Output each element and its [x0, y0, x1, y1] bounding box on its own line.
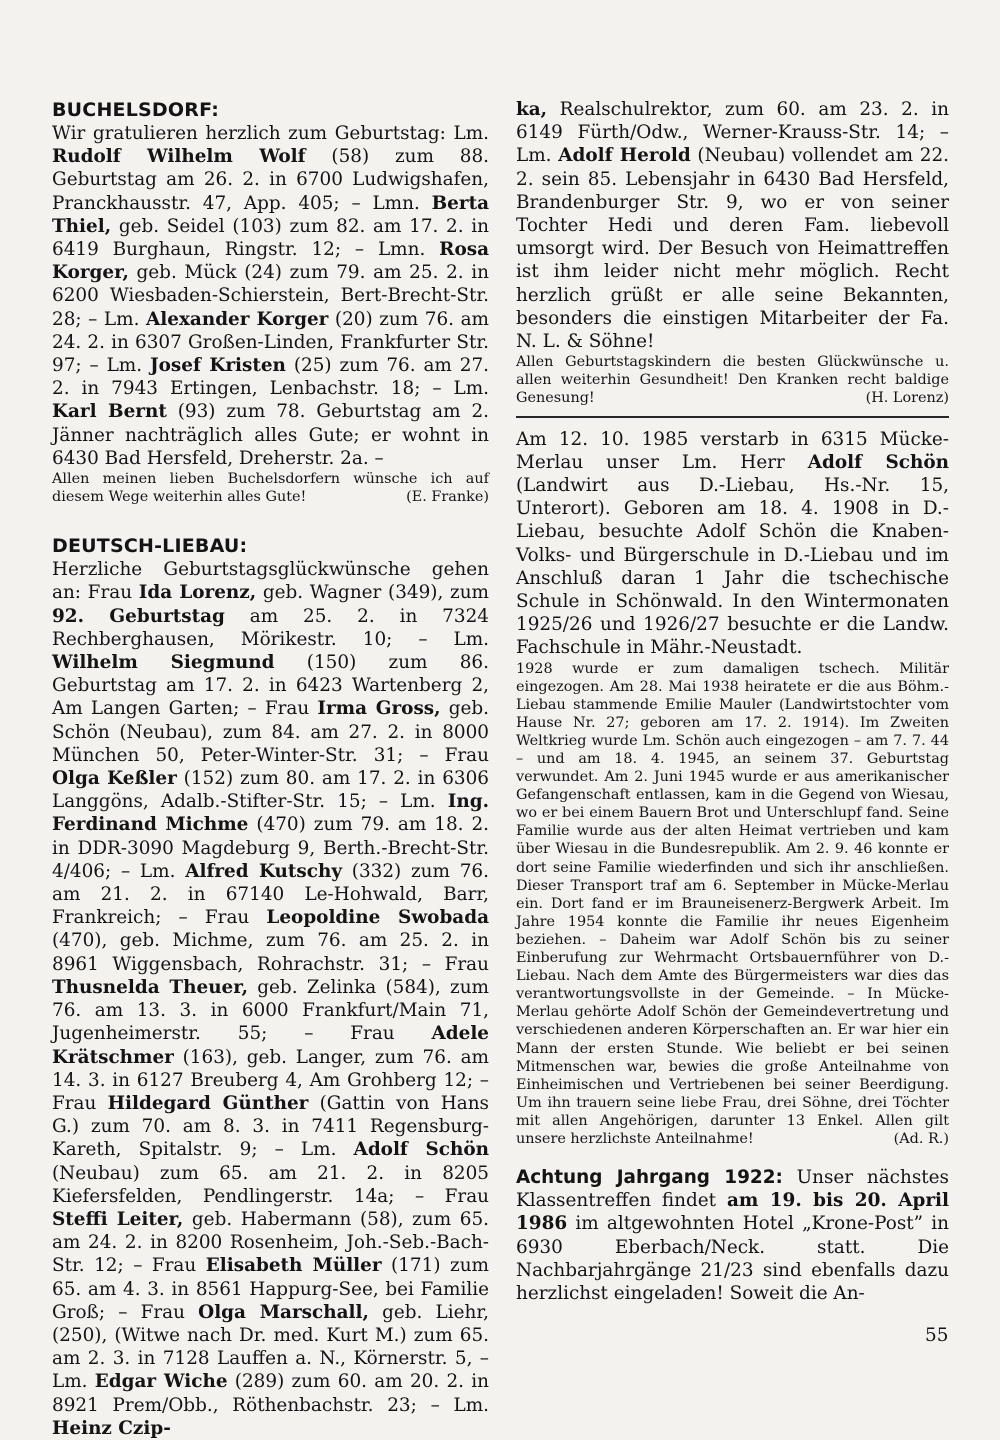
text-run: (Landwirt aus D.-Liebau, Hs.-Nr. 15, Unterort). Geboren am 18. 4. 1908 in D.-Liebau, besuchte Adolf Schön die Knaben-Volks- und Bürgerschule in D.-Liebau und im Anschluß daran 1 Jahr die tschechische Schule in Schönwald. In den Wintermonaten 1925/26 und 1926/27 besuchte er die Landw. Fachschule in Mähr.-Neustadt.: [516, 474, 949, 659]
text-run: (171) zum 65. am 4. 3. in 8561 Happurg-See, bei Familie Groß; – Frau: [52, 1255, 489, 1323]
text-run: (470), geb. Michme, zum 76. am 25. 2. in 8961 Wiggensbach, Rohrachstr. 31; – Frau: [52, 930, 489, 975]
bold-name: Elisabeth Müller: [205, 1255, 382, 1277]
text-run: (332) zum 76. am 21. 2. in 67140 Le-Hohwald, Barr, Frankreich; – Frau: [52, 860, 489, 929]
bold-name: Berta Thiel,: [52, 192, 489, 237]
text-run: Wir gratulieren herzlich zum Geburtstag: Lm.: [52, 123, 489, 144]
text-run: (Neubau) vollendet am 22. 2. sein 85. Lebensjahr in 6430 Bad Hersfeld, Brandenburger Str. 9, wo er von seiner Tochter Hedi und deren Fam. liebevoll umsorgt wird. Der Besuch von Heimattreffen ist ihm leider nicht mehr möglich. Recht herzlich grüßt er alle seine Bekannten, besonders die einstigen Mitarbeiter der Fa. N. L. & Söhne!: [516, 145, 949, 353]
bold-name: Ida Lorenz,: [138, 582, 257, 604]
text-run: (Neubau) zum 65. am 21. 2. in 8205 Kiefersfelden, Pendlingerstr. 14a; – Frau: [52, 1162, 489, 1207]
bold-name: Adolf Schön: [353, 1139, 489, 1161]
text-run: geb. Habermann (58), zum 65. am 24. 2. in 8200 Rosenheim, Joh.-Seb.-Bach-Str. 12; – Frau: [52, 1208, 489, 1277]
obituary-body-text: 1928 wurde er zum damaligen tschech. Militär eingezogen. Am 28. Mai 1938 heiratete er die aus Böhm.-Liebau stammende Emilie Mauler (Landwirtstochter vom Hause Nr. 27; geboren am 17. 2. 1914). Im Zweiten Weltkrieg wurde Lm. Schön auch eingezogen – am 7. 7. 44 – und am 18. 4. 1945, an seinem 37. Geburtstag verwundet. Am 2. Juni 1945 wurde er aus amerikanischer Gefangenschaft entlassen, kam in die Gegend von Wiesau, wo er bei einem Bauern Brot und Unterschlupf fand. Seine Familie wurde aus der alten Heimat vertrieben und kam über Wiesau in die Bundesrepublik. Am 2. 9. 46 konnte er dort seine Familie wiederfinden und sich ihr anschließen. Dieser Transport traf am 6. September in Mücke-Merlau ein. Dort fand er im Brauneisenerz-Bergwerk Arbeit. Im Jahre 1954 konnte die Familie ihr neues Eigenheim beziehen. – Daheim war Adolf Schön bis zu seiner Einberufung zur Wehrmacht Ortsbauernführer von D.-Liebau. Nach dem Amte des Bürgermeisters war dies das verantwortungsvollste in der Gemeinde. – In Mücke-Merlau gehörte Adolf Schön der Gemeindevertretung und verschiedenen anderen Körperschaften an. Er war hier ein Mann der ersten Stunde. Wie beliebt er bei seinen Mitmenschen war, bewies die große Anteilnahme von Einheimischen und Vertriebenen bei seiner Beerdigung. Um ihn trauern seine liebe Frau, drei Söhne, drei Töchter mit allen Angehörigen, darunter 13 Enkel. Allen gilt unsere herzlichste Anteilnahme!: [516, 660, 949, 1147]
section-divider: [516, 416, 949, 418]
text-run: geb. Wagner (349), zum: [256, 582, 489, 604]
buchelsdorf-signature: (E. Franke): [406, 489, 489, 506]
bold-name: Irma Gross,: [317, 698, 441, 720]
bold-name: Steffi Leiter,: [52, 1208, 184, 1230]
deutsch-liebau-note: [516, 353, 949, 407]
page-number: 55: [925, 1325, 949, 1346]
right-column: [516, 98, 949, 1305]
bold-name: Adolf Herold: [558, 145, 691, 167]
deutsch-liebau-note-text: Allen Geburtstagskindern die besten Glückwünsche u. allen weiterhin Gesundheit! Den Kranken recht baldige Genesung!: [516, 354, 949, 407]
lorenz-signature: (H. Lorenz): [865, 390, 949, 407]
bold-name: Josef Kristen: [149, 355, 286, 377]
text-run: (25) zum 76. am 27. 2. in 7943 Ertingen, Lenbachstr. 18; – Lm.: [52, 355, 490, 400]
bold-name: Karl Bernt: [52, 401, 167, 423]
bold-name: ka,: [516, 99, 548, 120]
text-run: (289) zum 60. am 20. 2. in 8921 Prem/Obb., Röthenbachstr. 23; – Lm.: [52, 1371, 489, 1416]
obituary-body: [516, 660, 949, 1149]
deutsch-liebau-birthdays: [52, 558, 489, 1440]
bold-name: Thusnelda Theuer,: [52, 976, 249, 998]
text-run: (20) zum 76. am 24. 2. in 6307 Großen-Linden, Frankfurter Str. 97; – Lm.: [52, 308, 489, 377]
text-run: (93) zum 78. Geburtstag am 2. Jänner nachträglich alles Gute; er wohnt in 6430 Bad Hersfeld, Dreherstr. 2a. –: [52, 401, 490, 469]
bold-name: Adolf Schön: [807, 451, 950, 473]
inline-heading: Achtung Jahrgang 1922:: [516, 1167, 783, 1189]
bold-name: Rudolf Wilhelm Wolf: [52, 146, 306, 168]
text-run: geb. Zelinka (584), zum 76. am 13. 3. in 6000 Frankfurt/Main 71, Jugenheimerstr. 55; – Frau: [52, 976, 489, 1045]
text-run: (152) zum 80. am 17. 2. in 6306 Langgöns, Adalb.-Stifter-Str. 15; – Lm.: [52, 768, 489, 813]
heading-buchelsdorf: BUCHELSDORF:: [52, 99, 220, 121]
text-run: (163), geb. Langer, zum 76. am 14. 3. in 6127 Breuberg 4, Am Grohberg 12; – Frau: [52, 1046, 489, 1114]
bold-name: Ing. Ferdinand Michme: [52, 791, 489, 836]
bold-name: 92. Geburtstag: [52, 605, 225, 627]
class-reunion-notice: [516, 1166, 949, 1305]
bold-name: Heinz Czip-: [52, 1417, 171, 1439]
text-run: (58) zum 88. Geburtstag am 26. 2. in 6700 Ludwigshafen, Pranckhausstr. 47, App. 405; – Lmn.: [52, 146, 490, 214]
bold-name: Hildegard Günther: [107, 1092, 309, 1114]
text-run: im altgewohnten Hotel „Krone-Post” in 6930 Eberbach/Neck. statt. Die Nachbarjahrgänge 21/23 sind ebenfalls dazu herzlichst eingeladen! Soweit die An-: [516, 1213, 949, 1305]
text-run: Realschulrektor, zum 60. am 23. 2. in 6149 Fürth/Odw., Werner-Krauss-Str. 14; – Lm.: [516, 99, 949, 167]
bold-name: Rosa Korger,: [52, 239, 489, 284]
left-column: [52, 98, 489, 1440]
text-run: am 25. 2. in 7324 Rechberghausen, Mörikestr. 10; – Lm.: [52, 605, 489, 650]
deutsch-liebau-continued: [516, 98, 949, 353]
bold-name: am 19. bis 20. April 1986: [516, 1190, 950, 1235]
bold-name: Alfred Kutschy: [185, 860, 342, 882]
text-run: (470) zum 79. am 18. 2. in DDR-3090 Magdeburg 9, Berth.-Brecht-Str. 4/406; – Lm.: [52, 814, 489, 882]
bold-name: Olga Keßler: [52, 768, 177, 790]
text-run: geb. Seidel (103) zum 82. am 17. 2. in 6419 Burghaun, Ringstr. 12; – Lmn.: [52, 215, 489, 261]
text-run: (Gattin von Hans G.) zum 70. am 8. 3. in 7411 Regensburg-Kareth, Spitalstr. 9; – Lm.: [52, 1092, 489, 1161]
bold-name: Olga Marschall,: [198, 1301, 369, 1323]
obituary-signature: (Ad. R.): [893, 1130, 949, 1147]
heading-deutsch-liebau: DEUTSCH-LIEBAU:: [52, 535, 248, 558]
buchelsdorf-note: [52, 470, 489, 506]
bold-name: Leopoldine Swobada: [266, 907, 489, 929]
bold-name: Edgar Wiche: [94, 1371, 228, 1393]
buchelsdorf-note-text: Allen meinen lieben Buchelsdorfern wünsche ich auf diesem Wege weiterhin alles Gute!: [52, 471, 489, 506]
bold-name: Adele Krätschmer: [52, 1023, 489, 1068]
bold-name: Alexander Korger: [145, 308, 329, 330]
obituary-intro: [516, 428, 949, 660]
text-run: geb. Schön (Neubau), zum 84. am 27. 2. in 8000 München 50, Peter-Winter-Str. 31; – Frau: [52, 698, 490, 766]
text-run: Herzliche Geburtstagsglückwünsche gehen an: Frau: [52, 559, 489, 604]
text-run: geb. Mück (24) zum 79. am 25. 2. in 6200 Wiesbaden-Schierstein, Bert-Brecht-Str. 28; – Lm.: [52, 262, 489, 330]
text-run: Unser nächstes Klassentreffen findet: [516, 1167, 949, 1212]
bold-name: Wilhelm Siegmund: [52, 652, 275, 674]
text-run: Am 12. 10. 1985 verstarb in 6315 Mücke-Merlau unser Lm. Herr: [516, 428, 949, 473]
text-run: (150) zum 86. Geburtstag am 17. 2. in 6423 Wartenberg 2, Am Langen Garten; – Frau: [52, 652, 489, 720]
text-run: geb. Liehr, (250), (Witwe nach Dr. med. Kurt M.) zum 65. am 2. 3. in 7128 Lauffen a. N., Körnerstr. 5, – Lm.: [52, 1301, 489, 1393]
buchelsdorf-birthdays: [52, 122, 489, 470]
